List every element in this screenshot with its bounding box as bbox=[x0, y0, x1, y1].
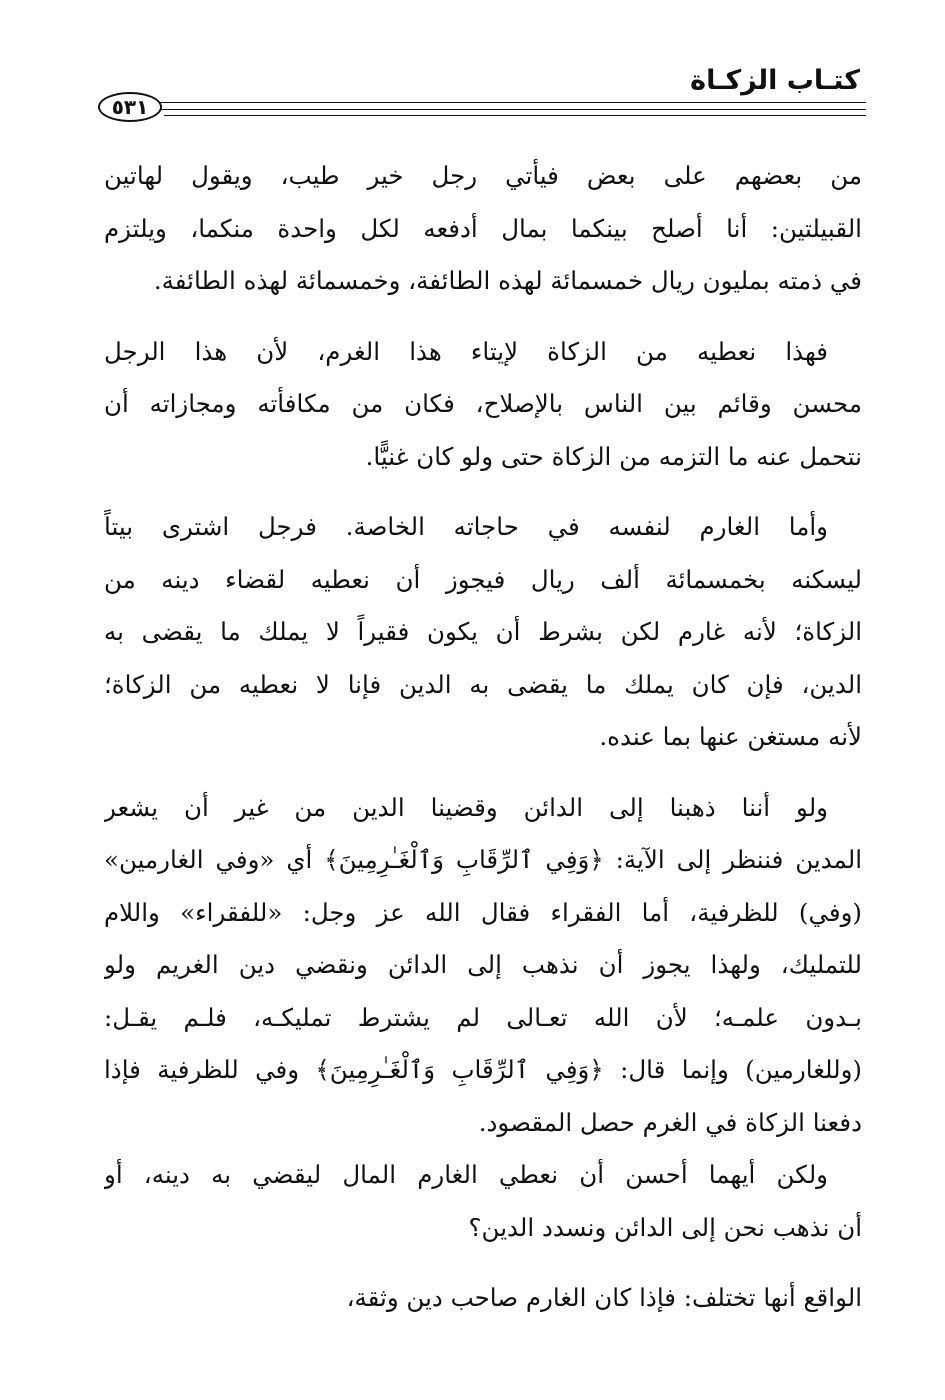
paragraph bbox=[104, 326, 862, 484]
text-line: الزكاة؛ لأنه غارم لكن بشرط أن يكون فقيراً لا يملك ما يقضى به bbox=[104, 617, 862, 646]
header-rule bbox=[164, 115, 866, 116]
page-number: ٥٣١ bbox=[98, 92, 162, 122]
body-text bbox=[104, 150, 862, 1325]
text-line: ولو أننا ذهبنا إلى الدائن وقضينا الدين من غير أن يشعر bbox=[104, 792, 828, 822]
paragraph bbox=[104, 782, 862, 1150]
page-header bbox=[98, 64, 866, 124]
paragraph bbox=[104, 1149, 862, 1254]
text-line: ولكن أيهما أحسن أن نعطي الغارم المال ليقضي به دينه، أو bbox=[104, 1160, 828, 1189]
text-line: للتمليك، ولهذا يجوز أن نذهب إلى الدائن ونقضي دين الغريم ولو bbox=[104, 950, 862, 979]
text-line: في ذمته بمليون ريال خمسمائة لهذه الطائفة، وخمسمائة لهذه الطائفة. bbox=[153, 266, 862, 295]
text-line: (وفي) للظرفية، أما الفقراء فقال الله عز وجل: «للفقراء» واللام bbox=[104, 897, 862, 927]
text-line: الواقع أنها تختلف: فإذا كان الغارم صاحب دين وثقة، bbox=[346, 1283, 862, 1312]
paragraph bbox=[104, 150, 862, 308]
text-line: أن نذهب نحن إلى الدائن ونسدد الدين؟ bbox=[468, 1212, 862, 1242]
text-line: المدين فننظر إلى الآية: ﴿وَفِي ٱلرِّقَابِ وَٱلْغَـٰرِمِينَ﴾ أي «وفي الغارمين» bbox=[104, 845, 862, 874]
header-rule bbox=[158, 109, 866, 110]
paragraph bbox=[104, 1272, 862, 1325]
text-line: فهذا نعطيه من الزكاة لإيتاء هذا الغرم، لأن هذا الرجل bbox=[104, 336, 828, 366]
text-line: القبيلتين: أنا أصلح بينكما بمال أدفعه لكل واحدة منكما، ويلتزم bbox=[104, 213, 862, 243]
text-line: دفعنا الزكاة في الغرم حصل المقصود. bbox=[478, 1107, 862, 1137]
text-line: محسن وقائم بين الناس بالإصلاح، فكان من مكافأته ومجازاته أن bbox=[104, 389, 862, 418]
text-line: الدين، فإن كان يملك ما يقضى به الدين فإنا لا نعطيه من الزكاة؛ bbox=[104, 669, 862, 699]
text-line: بـدون علمـه؛ لأن الله تعـالى لم يشترط تمليكـه، فلـم يقـل: bbox=[104, 1002, 862, 1032]
text-line: لأنه مستغن عنها بما عنده. bbox=[599, 722, 862, 751]
text-line: ليسكنه بخمسمائة ألف ريال فيجوز أن نعطيه لقضاء دينه من bbox=[104, 564, 862, 594]
text-line: وأما الغارم لنفسه في حاجاته الخاصة. فرجل اشترى بيتاً bbox=[104, 512, 828, 541]
paragraph bbox=[104, 501, 862, 764]
running-title: كتـاب الزكـاة bbox=[690, 65, 860, 96]
text-line: نتحمل عنه ما التزمه من الزكاة حتى ولو كان غنيًّا. bbox=[365, 441, 862, 471]
text-line: من بعضهم على بعض فيأتي رجل خير طيب، ويقول لهاتين bbox=[104, 161, 862, 190]
header-rule bbox=[158, 102, 866, 103]
text-line: (وللغارمين) وإنما قال: ﴿وَفِي ٱلرِّقَابِ وَٱلْغَـٰرِمِينَ﴾ وفي للظرفية فإذا bbox=[104, 1055, 862, 1084]
